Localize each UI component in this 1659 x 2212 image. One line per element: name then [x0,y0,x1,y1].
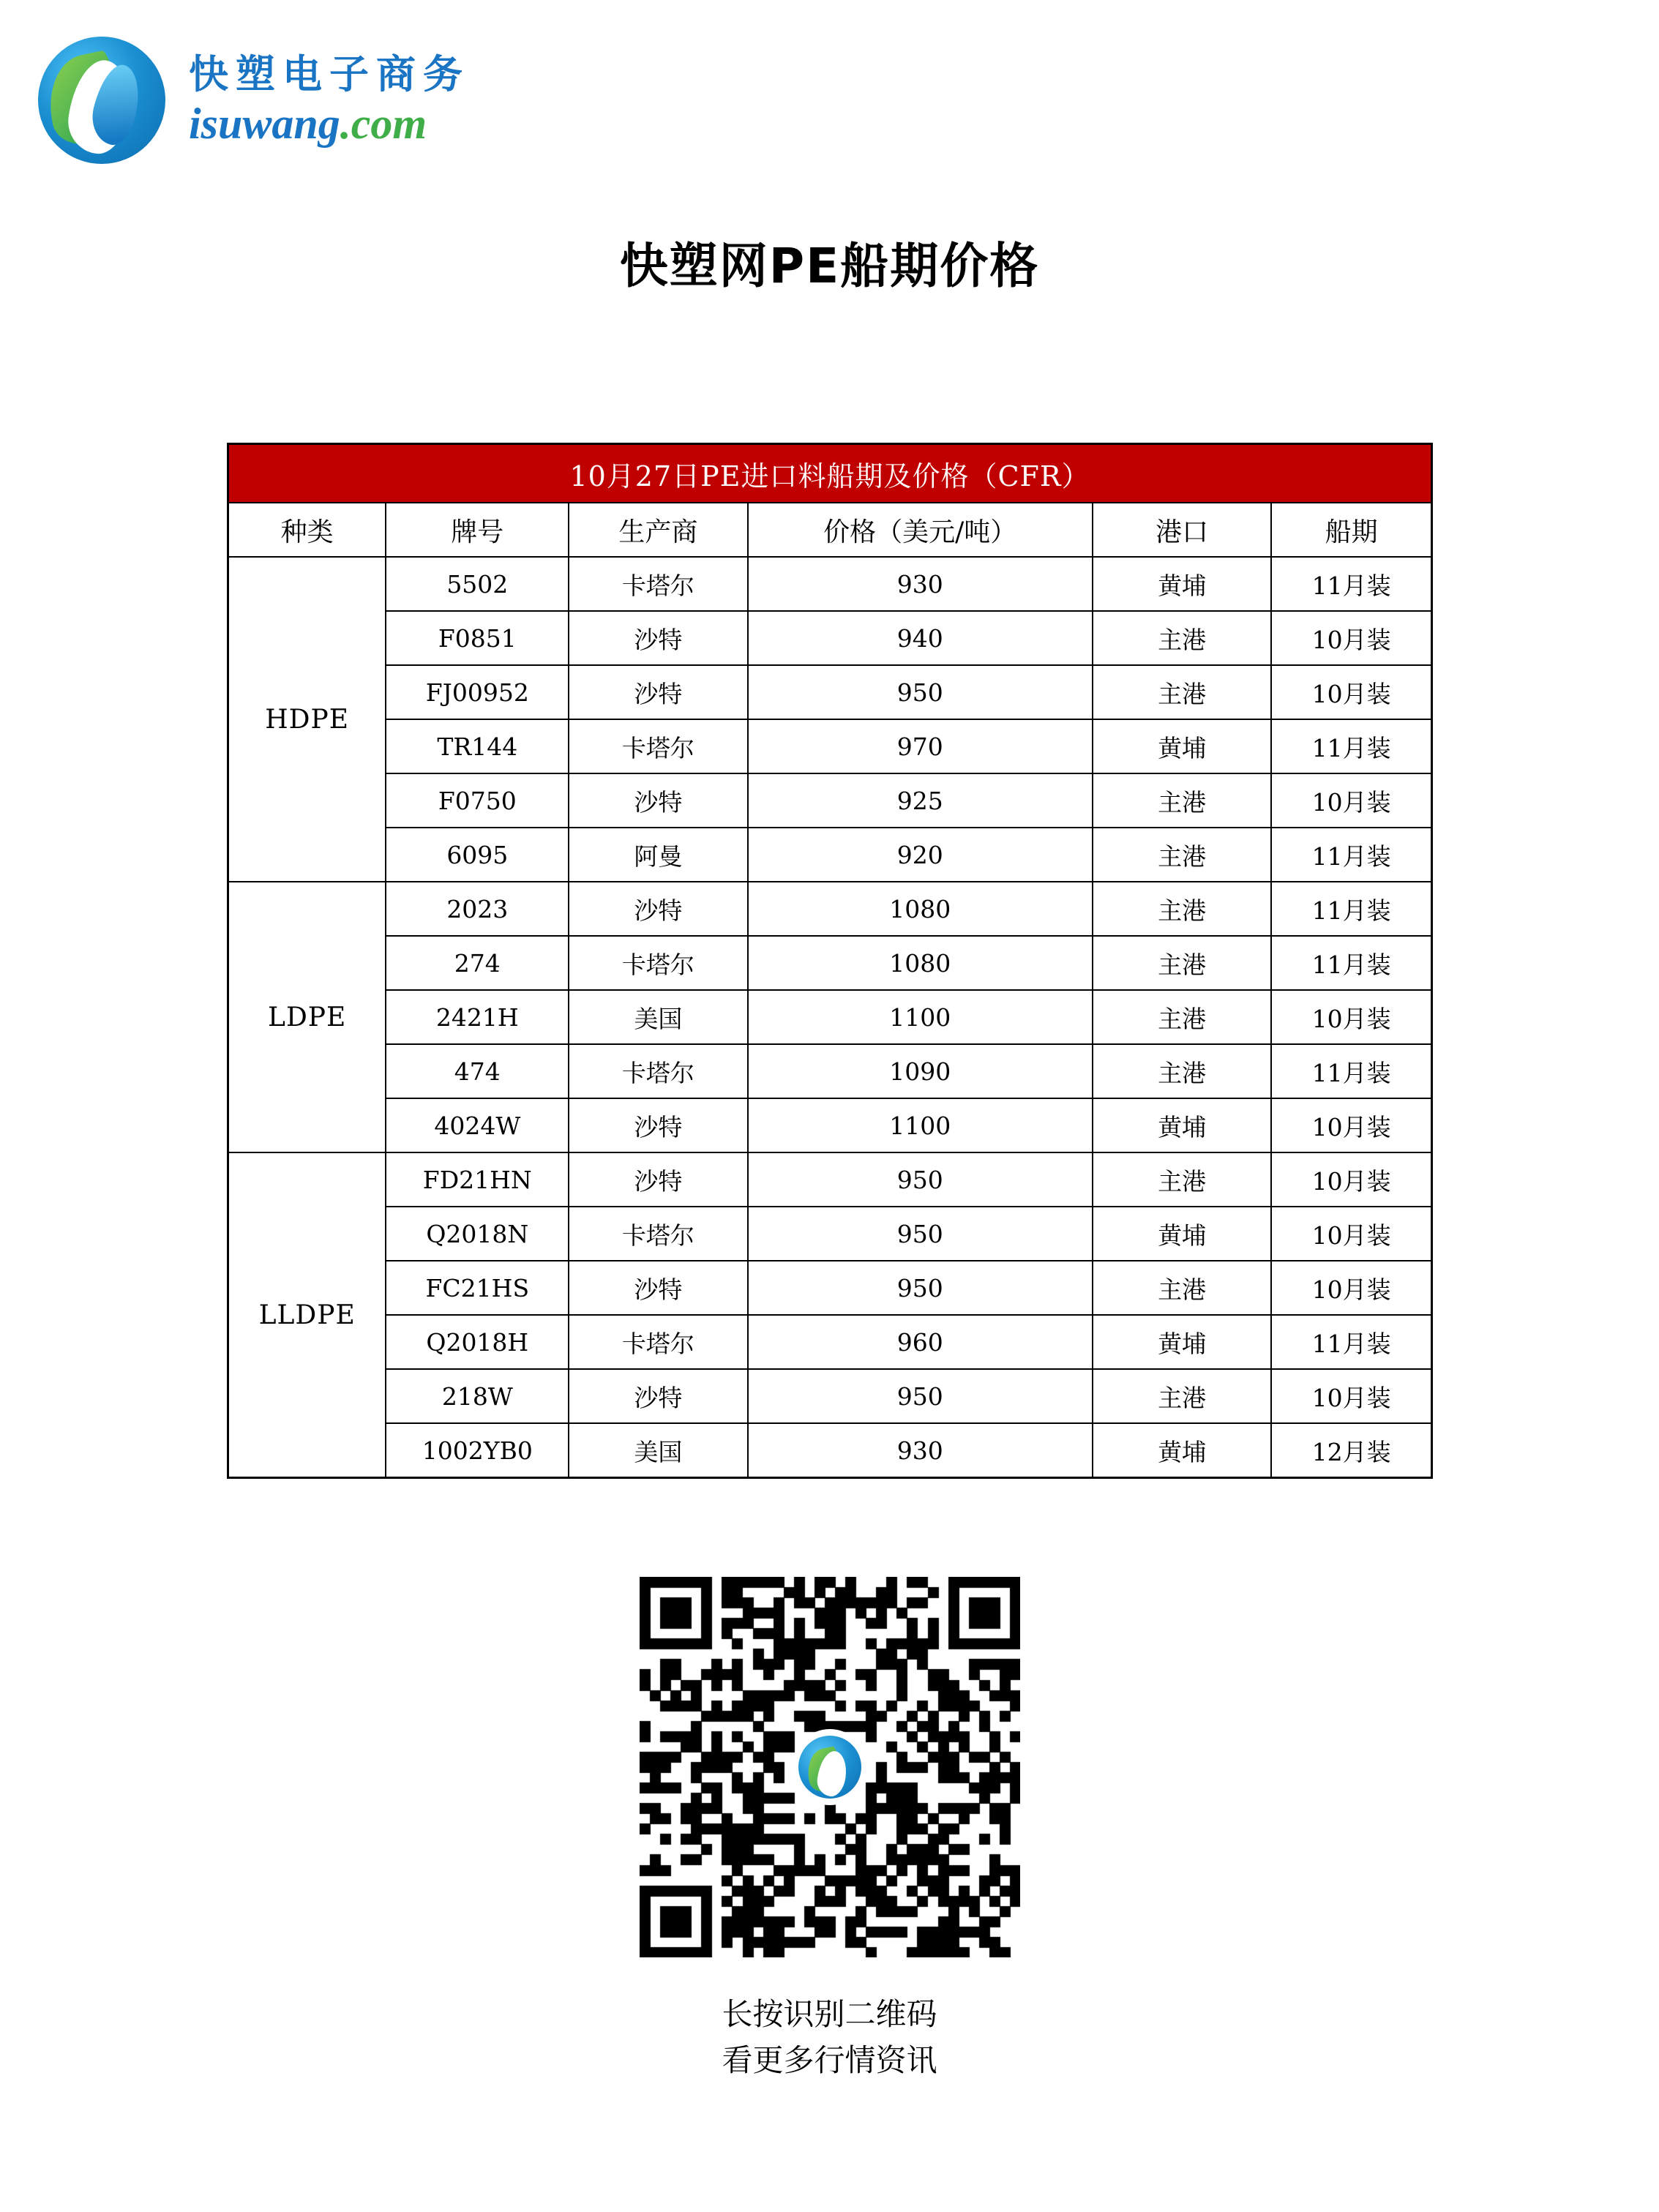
cell-3: 主港 [1093,990,1271,1044]
cell-2: 950 [748,1369,1093,1423]
table-row [228,1044,1432,1098]
price-table-container [227,443,1433,1479]
cell-1: 卡塔尔 [569,719,747,773]
cell-1: 卡塔尔 [569,1044,747,1098]
table-row [228,1261,1432,1315]
category-cell: LLDPE [228,1152,386,1478]
table-banner-row [228,444,1432,503]
cell-1: 美国 [569,1423,747,1478]
table-row [228,611,1432,665]
cell-3: 黄埔 [1093,719,1271,773]
cell-2: 940 [748,611,1093,665]
cell-4: 11月装 [1271,936,1431,990]
cell-4: 11月装 [1271,1315,1431,1369]
cell-0: Q2018N [386,1207,569,1261]
cell-4: 10月装 [1271,1261,1431,1315]
column-header-1: 牌号 [386,503,569,557]
cell-3: 主港 [1093,665,1271,719]
cell-2: 950 [748,1261,1093,1315]
cell-0: 474 [386,1044,569,1098]
cell-0: 1002YB0 [386,1423,569,1478]
cell-1: 沙特 [569,611,747,665]
site-logo [32,31,470,170]
cell-4: 10月装 [1271,611,1431,665]
column-header-4: 港口 [1093,503,1271,557]
qr-center-logo-icon [792,1729,868,1805]
cell-1: 沙特 [569,773,747,828]
cell-2: 1080 [748,936,1093,990]
cell-2: 925 [748,773,1093,828]
table-row [228,882,1432,936]
cell-1: 沙特 [569,1152,747,1207]
cell-3: 主港 [1093,773,1271,828]
cell-1: 沙特 [569,665,747,719]
logo-chinese-name: 快塑电子商务 [189,51,470,98]
cell-1: 卡塔尔 [569,557,747,611]
table-row [228,1098,1432,1152]
cell-4: 10月装 [1271,1369,1431,1423]
cell-3: 黄埔 [1093,557,1271,611]
cell-3: 主港 [1093,1369,1271,1423]
table-row [228,773,1432,828]
cell-4: 11月装 [1271,882,1431,936]
column-header-0: 种类 [228,503,386,557]
category-cell: LDPE [228,882,386,1152]
table-row [228,719,1432,773]
cell-4: 10月装 [1271,1152,1431,1207]
table-row [228,1207,1432,1261]
cell-3: 黄埔 [1093,1098,1271,1152]
cell-0: F0851 [386,611,569,665]
cell-3: 黄埔 [1093,1207,1271,1261]
table-row [228,1152,1432,1207]
cell-3: 主港 [1093,828,1271,882]
cell-1: 卡塔尔 [569,1207,747,1261]
cell-0: 4024W [386,1098,569,1152]
cell-3: 主港 [1093,882,1271,936]
cell-1: 沙特 [569,1098,747,1152]
cell-2: 1100 [748,990,1093,1044]
table-row [228,557,1432,611]
cell-2: 950 [748,665,1093,719]
cell-2: 950 [748,1152,1093,1207]
table-row [228,936,1432,990]
cell-2: 930 [748,1423,1093,1478]
cell-0: TR144 [386,719,569,773]
cell-4: 11月装 [1271,828,1431,882]
cell-3: 主港 [1093,936,1271,990]
cell-1: 沙特 [569,882,747,936]
cell-4: 11月装 [1271,719,1431,773]
cell-4: 10月装 [1271,773,1431,828]
category-cell: HDPE [228,557,386,882]
logo-domain-name: isuwang [189,99,340,148]
cell-1: 沙特 [569,1261,747,1315]
cell-0: 274 [386,936,569,990]
cell-4: 12月装 [1271,1423,1431,1478]
cell-2: 1100 [748,1098,1093,1152]
cell-2: 950 [748,1207,1093,1261]
cell-0: 2421H [386,990,569,1044]
table-row [228,990,1432,1044]
cell-4: 10月装 [1271,1098,1431,1152]
qr-code-icon [640,1577,1020,1957]
cell-1: 卡塔尔 [569,1315,747,1369]
cell-3: 黄埔 [1093,1315,1271,1369]
cell-2: 930 [748,557,1093,611]
cell-2: 970 [748,719,1093,773]
qr-section [0,1577,1659,2083]
table-header-row [228,503,1432,557]
cell-1: 阿曼 [569,828,747,882]
cell-3: 主港 [1093,1152,1271,1207]
cell-2: 1080 [748,882,1093,936]
qr-caption-line-2: 看更多行情资讯 [722,2042,937,2078]
cell-4: 11月装 [1271,557,1431,611]
logo-wordmark [189,53,470,147]
cell-1: 卡塔尔 [569,936,747,990]
cell-0: 218W [386,1369,569,1423]
cell-2: 1090 [748,1044,1093,1098]
leaf-globe-logo-icon [32,31,171,170]
page-title: 快塑网PE船期价格 [619,238,1040,294]
cell-0: FC21HS [386,1261,569,1315]
table-row [228,828,1432,882]
logo-domain-tld: .com [340,99,427,148]
cell-0: Q2018H [386,1315,569,1369]
cell-1: 美国 [569,990,747,1044]
cell-0: 2023 [386,882,569,936]
column-header-5: 船期 [1271,503,1431,557]
cell-0: 5502 [386,557,569,611]
cell-2: 920 [748,828,1093,882]
cell-4: 10月装 [1271,1207,1431,1261]
table-row [228,1315,1432,1369]
cell-0: FJ00952 [386,665,569,719]
cell-2: 960 [748,1315,1093,1369]
cell-0: FD21HN [386,1152,569,1207]
cell-3: 主港 [1093,611,1271,665]
cell-0: F0750 [386,773,569,828]
cell-3: 主港 [1093,1261,1271,1315]
column-header-3: 价格（美元/吨） [748,503,1093,557]
column-header-2: 生产商 [569,503,747,557]
cell-4: 11月装 [1271,1044,1431,1098]
qr-caption [722,1991,937,2083]
table-row [228,1369,1432,1423]
table-row [228,665,1432,719]
qr-caption-line-1: 长按识别二维码 [722,1996,937,2032]
table-row [228,1423,1432,1478]
pe-price-table [227,443,1433,1479]
cell-4: 10月装 [1271,665,1431,719]
cell-3: 黄埔 [1093,1423,1271,1478]
cell-3: 主港 [1093,1044,1271,1098]
logo-domain [189,100,470,148]
cell-0: 6095 [386,828,569,882]
cell-4: 10月装 [1271,990,1431,1044]
cell-1: 沙特 [569,1369,747,1423]
table-banner-title: 10月27日PE进口料船期及价格（CFR） [228,444,1432,503]
